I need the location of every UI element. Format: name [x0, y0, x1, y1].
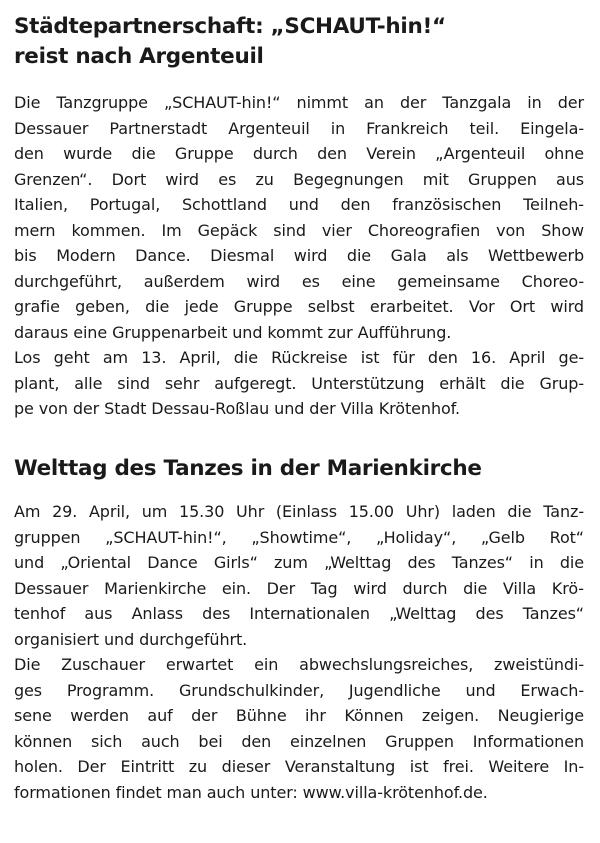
article-2-headline: Welttag des Tanzes in der Marienkirche [14, 456, 482, 481]
body-line: Die Zuschauer erwartet ein abwechslungsreiches, zweistündi- [14, 655, 584, 674]
body-line: formationen findet man auch unter: www.villa-krötenhof.de. [14, 782, 488, 802]
article-1-body [14, 90, 584, 422]
body-line: Italien, Portugal, Schottland und den französischen Teilneh- [14, 195, 584, 214]
body-line: sene werden auf der Bühne ihr Können zeigen. Neugierige [14, 706, 584, 725]
body-line: Dessauer Partnerstadt Argenteuil in Frankreich teil. Eingela- [14, 118, 584, 138]
body-line: Dessauer Marienkirche ein. Der Tag wird durch die Villa Krö- [14, 578, 584, 598]
body-line: plant, alle sind sehr aufgeregt. Unterstützung erhält die Grup- [14, 373, 584, 393]
body-line: Am 29. April, um 15.30 Uhr (Einlass 15.00 Uhr) laden die Tanz- [14, 502, 584, 521]
body-line: pe von der Stadt Dessau-Roßlau und der Villa Krötenhof. [14, 399, 461, 418]
body-line: können sich auch bei den einzelnen Gruppen Informationen [14, 731, 584, 751]
body-line: grafie geben, die jede Gruppe selbst erarbeitet. Vor Ort wird [14, 297, 584, 316]
body-line: Los geht am 13. April, die Rückreise ist für den 16. April ge- [14, 348, 584, 367]
body-line: Grenzen“. Dort wird es zu Begegnungen mit Gruppen aus [14, 169, 584, 189]
body-line: bis Modern Dance. Diesmal wird die Gala als Wettbewerb [14, 246, 584, 265]
article-1-headline [14, 0, 586, 72]
headline-line: Städtepartnerschaft: „SCHAUT-hin!“ [14, 14, 446, 39]
article-2-body [14, 499, 584, 805]
body-line: holen. Der Eintritt zu dieser Veranstaltung ist frei. Weitere In- [14, 757, 584, 776]
body-line: Die Tanzgruppe „SCHAUT-hin!“ nimmt an der Tanzgala in der [14, 93, 584, 112]
body-line: den wurde die Gruppe durch den Verein „Argenteuil ohne [14, 144, 584, 163]
body-line: gruppen „SCHAUT-hin!“, „Showtime“, „Holiday“, „Gelb Rot“ [14, 527, 584, 547]
body-line: mern kommen. Im Gepäck sind vier Choreografien von Show [14, 220, 584, 240]
headline-line: reist nach Argenteuil [14, 44, 264, 69]
body-line: daraus eine Gruppenarbeit und kommt zur Aufführung. [14, 322, 452, 342]
body-line: organisiert und durchgeführt. [14, 629, 248, 649]
body-line: und „Oriental Dance Girls“ zum „Welttag des Tanzes“ in die [14, 553, 584, 572]
body-line: tenhof aus Anlass des Internationalen „Welttag des Tanzes“ [14, 604, 584, 623]
body-line: ges Programm. Grundschulkinder, Jugendliche und Erwach- [14, 680, 584, 700]
body-line: durchgeführt, außerdem wird es eine gemeinsame Choreo- [14, 271, 584, 291]
